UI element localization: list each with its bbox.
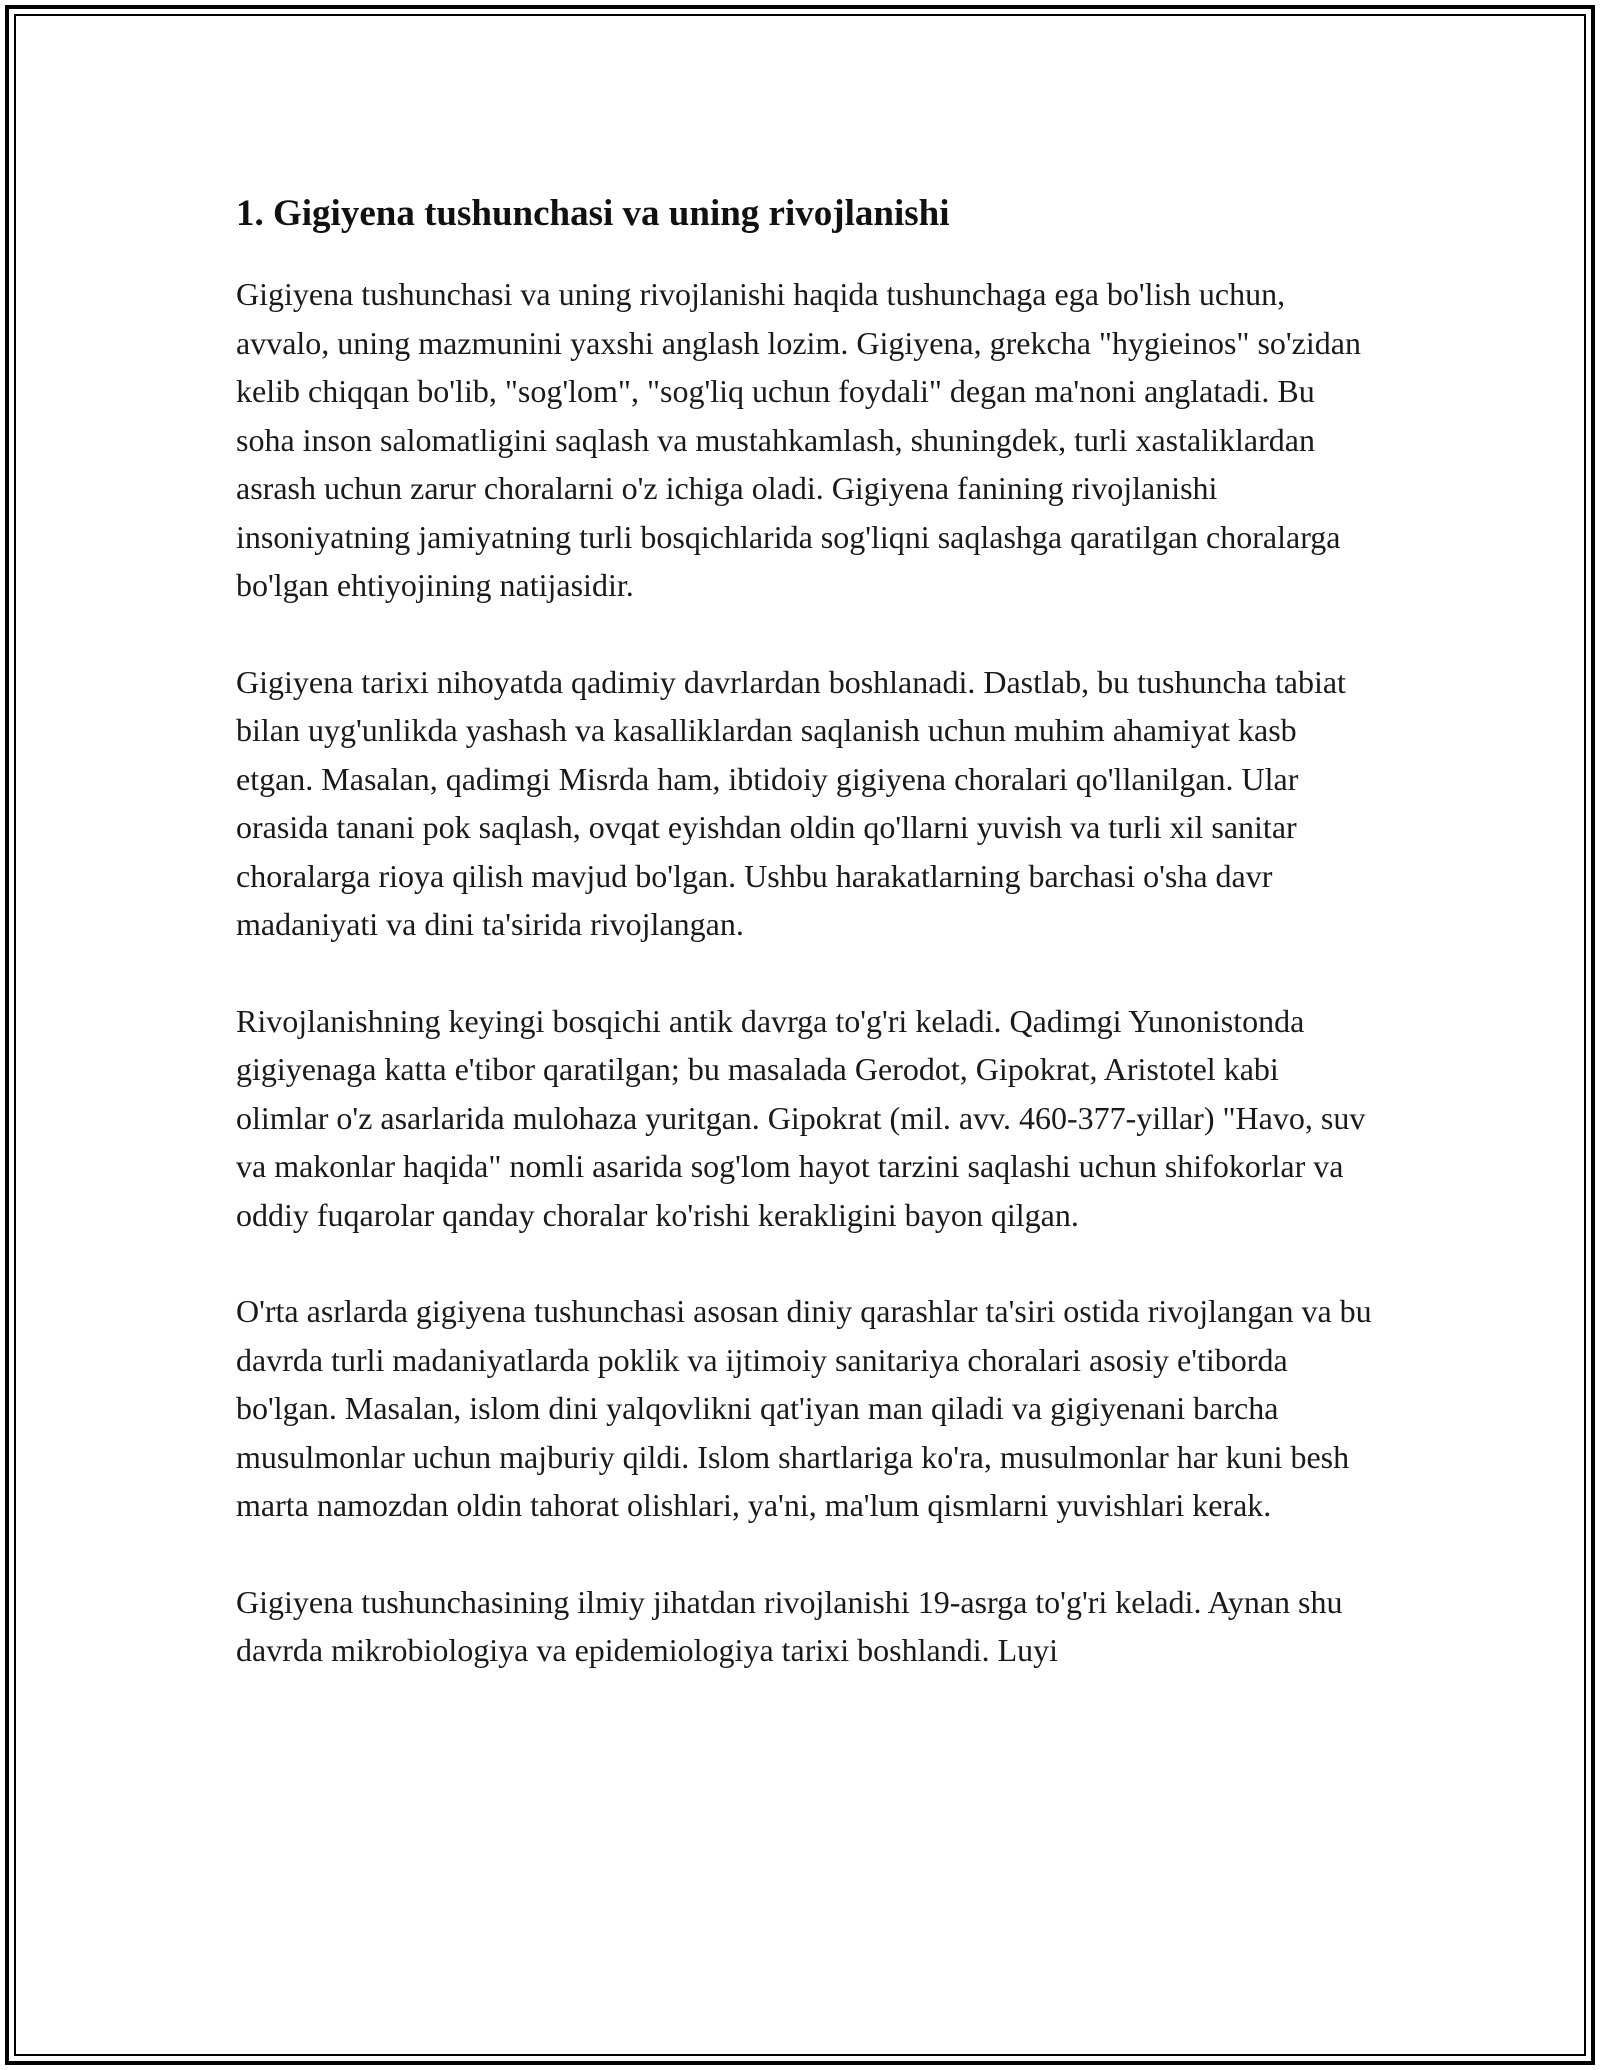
- paragraph-middle-ages: O'rta asrlarda gigiyena tushunchasi asosan diniy qarashlar ta'siri ostida rivojlangan va bu davrda turli madaniyatlarda poklik va ijtimoiy sanitariya choralari asosiy e'tiborda bo'lgan. Masalan, islom dini yalqovlikni qat'iyan man qiladi va gigiyenani barcha musulmonlar uchun majburiy qildi. Islom shartlariga ko'ra, musulmonlar har kuni besh marta namozdan oldin tahorat olishlari, ya'ni, ma'lum qismlarni yuvishlari kerak.: [236, 1293, 1372, 1523]
- section-heading: 1. Gigiyena tushunchasi va uning rivojlanishi: [236, 193, 950, 234]
- paragraph-19th-century: Gigiyena tushunchasining ilmiy jihatdan rivojlanishi 19-asrga to'g'ri keladi. Aynan shu davrda mikrobiologiya va epidemiologiya tarixi boshlandi. Luyi: [236, 1583, 1343, 1668]
- paragraph-definition: Gigiyena tushunchasi va uning rivojlanishi haqida tushunchaga ega bo'lish uchun, avvalo, uning mazmunini yaxshi anglash lozim. Gigiyena, grekcha "hygieinos" so'zidan kelib chiqqan bo'lib, "sog'lom", "sog'liq uchun foydali" degan ma'noni anglatadi. Bu soha inson salomatligini saqlash va mustahkamlash, shuningdek, turli xastaliklardan asrash uchun zarur choralarni o'z ichiga oladi. Gigiyena fanining rivojlanishi insoniyatning jamiyatning turli bosqichlarida sog'liqni saqlashga qaratilgan choralarga bo'lgan ehtiyojining natijasidir.: [236, 276, 1361, 603]
- paragraph-ancient-history: Gigiyena tarixi nihoyatda qadimiy davrlardan boshlanadi. Dastlab, bu tushuncha tabiat bilan uyg'unlikda yashash va kasalliklardan saqlanish uchun muhim ahamiyat kasb etgan. Masalan, qadimgi Misrda ham, ibtidoiy gigiyena choralari qo'llanilgan. Ular orasida tanani pok saqlash, ovqat eyishdan oldin qo'llarni yuvish va turli xil sanitar choralarga rioya qilish mavjud bo'lgan. Ushbu harakatlarning barchasi o'sha davr madaniyati va dini ta'sirida rivojlangan.: [236, 663, 1346, 942]
- paragraph-antiquity: Rivojlanishning keyingi bosqichi antik davrga to'g'ri keladi. Qadimgi Yunonistonda gigiyenaga katta e'tibor qaratilgan; bu masalada Gerodot, Gipokrat, Aristotel kabi olimlar o'z asarlarida mulohaza yuritgan. Gipokrat (mil. avv. 460-377-yillar) "Havo, suv va makonlar haqida" nomli asarida sog'lom hayot tarzini saqlashi uchun shifokorlar va oddiy fuqarolar qanday choralar ko'rishi kerakligini bayon qilgan.: [236, 1002, 1366, 1233]
- document-body: [236, 186, 1376, 1723]
